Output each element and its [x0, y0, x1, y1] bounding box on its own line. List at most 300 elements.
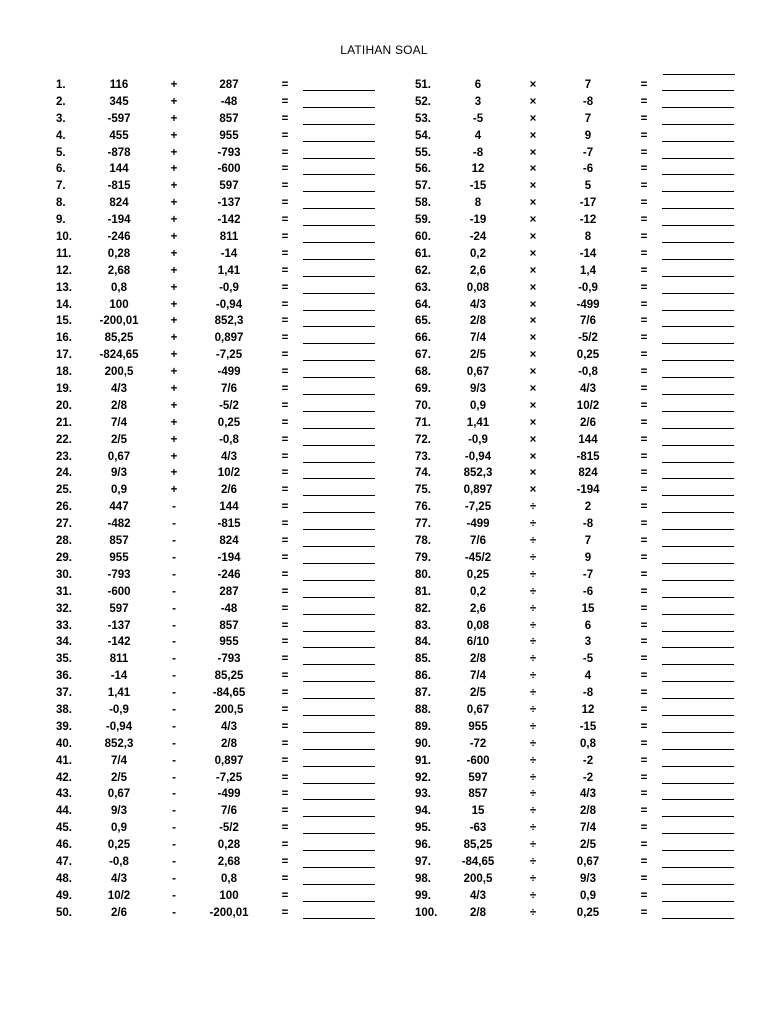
operator: +	[170, 349, 178, 362]
equals-sign: =	[281, 129, 289, 142]
equals-sign: =	[281, 889, 289, 902]
problem-number: 57.	[415, 180, 431, 193]
answer-blank[interactable]	[662, 651, 734, 665]
problem-row	[56, 364, 396, 381]
operand-b: 0,9	[580, 889, 596, 902]
problem-number: 27.	[56, 518, 72, 531]
equals-sign: =	[281, 332, 289, 345]
operator: +	[170, 180, 178, 193]
operator: +	[170, 79, 178, 91]
answer-blank[interactable]	[662, 212, 734, 226]
answer-blank[interactable]	[303, 229, 375, 243]
operator: ÷	[529, 518, 537, 531]
answer-blank[interactable]	[662, 145, 734, 159]
operand-a: 10/2	[107, 889, 131, 902]
answer-blank[interactable]	[662, 415, 734, 429]
operator: ×	[529, 484, 537, 497]
equals-sign: =	[640, 298, 648, 311]
answer-blank[interactable]	[303, 364, 375, 378]
problem-number: 83.	[415, 619, 431, 632]
problem-number: 21.	[56, 416, 72, 429]
equals-sign: =	[281, 484, 289, 497]
operand-a: 0,08	[466, 619, 490, 632]
answer-blank[interactable]	[662, 77, 734, 91]
problem-row	[415, 516, 755, 533]
operator: -	[172, 585, 176, 598]
equals-sign: =	[281, 501, 289, 514]
equals-sign: =	[640, 619, 648, 632]
answer-blank[interactable]	[662, 803, 734, 817]
problem-row	[415, 685, 755, 702]
operand-a: -194	[107, 214, 131, 227]
answer-blank[interactable]	[662, 634, 734, 648]
answer-blank[interactable]	[303, 550, 375, 564]
answer-blank[interactable]	[303, 297, 375, 311]
answer-blank[interactable]	[662, 364, 734, 378]
answer-blank[interactable]	[303, 786, 375, 800]
answer-blank[interactable]	[303, 516, 375, 530]
operand-a: -72	[469, 737, 487, 750]
operand-b: -12	[579, 214, 597, 227]
equals-sign: =	[281, 112, 289, 125]
equals-sign: =	[640, 95, 648, 108]
operand-a: 2/8	[470, 315, 486, 328]
operand-a: 0,8	[111, 281, 127, 294]
answer-blank[interactable]	[662, 381, 734, 395]
answer-blank[interactable]	[303, 803, 375, 817]
operator: -	[172, 703, 176, 716]
answer-blank[interactable]	[303, 145, 375, 159]
problem-number: 78.	[415, 535, 431, 548]
equals-sign: =	[281, 906, 289, 919]
problem-number: 24.	[56, 467, 72, 480]
operand-a: 7/6	[470, 535, 486, 548]
answer-blank[interactable]	[303, 432, 375, 446]
answer-blank[interactable]	[662, 398, 734, 412]
answer-blank[interactable]	[662, 195, 734, 209]
problem-number: 45.	[56, 822, 72, 835]
answer-blank[interactable]	[662, 347, 734, 361]
operator: ÷	[529, 855, 537, 868]
answer-blank[interactable]	[303, 449, 375, 463]
answer-blank[interactable]	[662, 584, 734, 598]
answer-blank[interactable]	[662, 263, 734, 277]
equals-sign: =	[281, 163, 289, 176]
operand-b: 6	[584, 619, 592, 632]
operand-a: -45/2	[464, 551, 492, 564]
operand-b: 0,25	[576, 906, 600, 919]
operand-b: 1,41	[217, 264, 241, 277]
answer-blank[interactable]	[303, 634, 375, 648]
equals-sign: =	[281, 518, 289, 531]
operand-b: -499	[576, 298, 600, 311]
problem-number: 64.	[415, 298, 431, 311]
equals-sign: =	[640, 687, 648, 700]
answer-blank[interactable]	[303, 618, 375, 632]
operand-b: 4/3	[580, 788, 596, 801]
answer-blank[interactable]	[662, 432, 734, 446]
operand-b: 144	[578, 433, 598, 446]
operand-b: 955	[219, 636, 239, 649]
problem-row	[415, 584, 755, 601]
answer-blank[interactable]	[662, 719, 734, 733]
problem-row	[56, 736, 396, 753]
equals-sign: =	[281, 264, 289, 277]
answer-blank[interactable]	[662, 702, 734, 716]
problem-row	[415, 482, 755, 499]
answer-blank[interactable]	[303, 499, 375, 513]
answer-blank[interactable]	[662, 770, 734, 784]
answer-blank[interactable]	[662, 449, 734, 463]
operand-b: -14	[220, 247, 238, 260]
operand-a: 0,67	[466, 703, 490, 716]
problem-number: 74.	[415, 467, 431, 480]
equals-sign: =	[281, 433, 289, 446]
equals-sign: =	[640, 450, 648, 463]
operator: ÷	[529, 872, 537, 885]
operator: -	[172, 855, 176, 868]
problem-number: 14.	[56, 298, 72, 311]
answer-blank[interactable]	[662, 482, 734, 496]
operand-b: 12	[581, 703, 595, 716]
operand-b: 7/4	[580, 822, 596, 835]
operand-a: 852,3	[463, 467, 493, 480]
problem-row	[415, 347, 755, 364]
operand-b: -0,9	[578, 281, 598, 294]
answer-blank[interactable]	[303, 668, 375, 682]
problem-row	[415, 364, 755, 381]
operand-b: -194	[217, 551, 241, 564]
equals-sign: =	[281, 771, 289, 784]
equals-sign: =	[640, 568, 648, 581]
operand-b: -48	[220, 95, 238, 108]
operand-a: -19	[469, 214, 487, 227]
answer-blank[interactable]	[662, 837, 734, 851]
operand-a: -5	[472, 112, 484, 125]
answer-blank[interactable]	[303, 415, 375, 429]
operand-b: -6	[582, 163, 594, 176]
operand-a: 597	[109, 602, 129, 615]
operand-a: 4	[474, 129, 482, 142]
problem-number: 26.	[56, 501, 72, 514]
problem-row	[56, 634, 396, 651]
problem-number: 29.	[56, 551, 72, 564]
answer-blank[interactable]	[303, 246, 375, 260]
problem-row	[415, 854, 755, 871]
equals-sign: =	[640, 433, 648, 446]
answer-blank[interactable]	[303, 651, 375, 665]
problem-number: 9.	[56, 214, 66, 227]
answer-blank[interactable]	[303, 685, 375, 699]
operand-b: 0,25	[217, 416, 241, 429]
operand-b: 200,5	[214, 703, 244, 716]
operator: ×	[529, 163, 537, 176]
operand-a: 4/3	[470, 298, 486, 311]
operand-b: 3	[584, 636, 592, 649]
operator: +	[170, 383, 178, 396]
problem-row	[56, 786, 396, 803]
operator: +	[170, 433, 178, 446]
answer-blank[interactable]	[303, 161, 375, 175]
equals-sign: =	[281, 720, 289, 733]
answer-blank[interactable]	[662, 246, 734, 260]
answer-blank[interactable]	[662, 567, 734, 581]
operand-a: 2/5	[470, 349, 486, 362]
answer-blank[interactable]	[662, 516, 734, 530]
answer-blank[interactable]	[303, 212, 375, 226]
answer-blank[interactable]	[662, 280, 734, 294]
problem-number: 4.	[56, 129, 66, 142]
problem-number: 63.	[415, 281, 431, 294]
operand-b: 2/6	[221, 484, 237, 497]
problem-number: 79.	[415, 551, 431, 564]
answer-blank[interactable]	[303, 888, 375, 902]
answer-blank[interactable]	[303, 837, 375, 851]
equals-sign: =	[640, 264, 648, 277]
operand-b: 824	[219, 535, 239, 548]
problem-row	[56, 618, 396, 635]
operator: +	[170, 214, 178, 227]
answer-blank[interactable]	[303, 871, 375, 885]
operator: ×	[529, 281, 537, 294]
problem-number: 52.	[415, 95, 431, 108]
answer-blank[interactable]	[303, 736, 375, 750]
operand-b: 2/8	[580, 805, 596, 818]
problem-number: 81.	[415, 585, 431, 598]
operand-b: -7	[582, 568, 594, 581]
answer-blank[interactable]	[662, 601, 734, 615]
equals-sign: =	[640, 79, 648, 91]
operator: ÷	[529, 636, 537, 649]
answer-blank[interactable]	[662, 668, 734, 682]
operand-a: 2/8	[111, 399, 127, 412]
equals-sign: =	[640, 366, 648, 379]
answer-blank[interactable]	[303, 567, 375, 581]
operator: -	[172, 602, 176, 615]
operand-b: -793	[217, 653, 241, 666]
answer-blank[interactable]	[303, 263, 375, 277]
operand-a: 2/8	[470, 653, 486, 666]
equals-sign: =	[281, 687, 289, 700]
problem-number: 77.	[415, 518, 431, 531]
operand-a: 6	[474, 79, 482, 91]
answer-blank[interactable]	[662, 786, 734, 800]
problem-row	[415, 94, 755, 111]
problem-number: 6.	[56, 163, 66, 176]
problem-number: 50.	[56, 906, 72, 919]
problem-row	[56, 854, 396, 871]
operator: +	[170, 484, 178, 497]
operand-a: 857	[468, 788, 488, 801]
problem-row	[56, 871, 396, 888]
problem-row	[415, 330, 755, 347]
problem-number: 12.	[56, 264, 72, 277]
answer-blank[interactable]	[662, 753, 734, 767]
answer-blank[interactable]	[662, 905, 734, 919]
operator: ×	[529, 180, 537, 193]
equals-sign: =	[281, 180, 289, 193]
operand-a: 955	[109, 551, 129, 564]
operator: ÷	[529, 771, 537, 784]
operand-a: -200,01	[99, 315, 139, 328]
answer-blank[interactable]	[662, 313, 734, 327]
answer-blank[interactable]	[662, 161, 734, 175]
answer-blank[interactable]	[303, 178, 375, 192]
operator: -	[172, 619, 176, 632]
equals-sign: =	[281, 585, 289, 598]
answer-blank[interactable]	[303, 702, 375, 716]
problem-row	[56, 94, 396, 111]
answer-blank[interactable]	[303, 195, 375, 209]
answer-blank[interactable]	[303, 820, 375, 834]
operator: ÷	[529, 754, 537, 767]
problem-number: 72.	[415, 433, 431, 446]
answer-blank[interactable]	[303, 313, 375, 327]
equals-sign: =	[640, 315, 648, 328]
operand-a: 2,68	[107, 264, 131, 277]
operator: ÷	[529, 585, 537, 598]
problem-number: 31.	[56, 585, 72, 598]
operator: ×	[529, 433, 537, 446]
operator: +	[170, 146, 178, 159]
operand-b: 9	[584, 129, 592, 142]
answer-blank[interactable]	[303, 347, 375, 361]
answer-blank[interactable]	[662, 871, 734, 885]
answer-blank[interactable]	[303, 482, 375, 496]
equals-sign: =	[281, 95, 289, 108]
operand-a: 597	[468, 771, 488, 784]
answer-blank[interactable]	[303, 381, 375, 395]
operand-b: 100	[219, 889, 239, 902]
answer-blank[interactable]	[662, 94, 734, 108]
problem-number: 92.	[415, 771, 431, 784]
problem-number: 48.	[56, 872, 72, 885]
problem-number: 38.	[56, 703, 72, 716]
problem-row	[56, 550, 396, 567]
problem-number: 32.	[56, 602, 72, 615]
answer-blank[interactable]	[303, 465, 375, 479]
problem-number: 58.	[415, 197, 431, 210]
operand-a: 2,6	[470, 264, 486, 277]
problem-row	[56, 905, 396, 922]
problem-row	[56, 145, 396, 162]
problem-row	[56, 516, 396, 533]
operator: ×	[529, 231, 537, 244]
operator: ÷	[529, 822, 537, 835]
answer-blank[interactable]	[662, 111, 734, 125]
answer-blank[interactable]	[662, 854, 734, 868]
answer-blank[interactable]	[662, 465, 734, 479]
equals-sign: =	[281, 754, 289, 767]
answer-blank[interactable]	[303, 770, 375, 784]
operator: ÷	[529, 602, 537, 615]
problem-row	[415, 803, 755, 820]
equals-sign: =	[640, 754, 648, 767]
operator: -	[172, 788, 176, 801]
answer-blank[interactable]	[303, 905, 375, 919]
answer-blank[interactable]	[662, 820, 734, 834]
equals-sign: =	[640, 805, 648, 818]
operand-b: -0,94	[215, 298, 243, 311]
operand-b: 0,8	[580, 737, 596, 750]
operand-a: -8	[472, 146, 484, 159]
operand-b: -0,8	[219, 433, 239, 446]
answer-blank[interactable]	[303, 719, 375, 733]
answer-blank[interactable]	[662, 736, 734, 750]
answer-blank[interactable]	[662, 499, 734, 513]
answer-blank[interactable]	[303, 77, 375, 91]
answer-blank[interactable]	[662, 297, 734, 311]
operator: +	[170, 264, 178, 277]
operator: ÷	[529, 551, 537, 564]
answer-blank[interactable]	[303, 584, 375, 598]
equals-sign: =	[640, 383, 648, 396]
problem-number: 86.	[415, 670, 431, 683]
answer-blank[interactable]	[662, 533, 734, 547]
answer-blank[interactable]	[303, 111, 375, 125]
operand-b: 15	[581, 602, 595, 615]
operator: ×	[529, 399, 537, 412]
answer-blank[interactable]	[303, 280, 375, 294]
problem-row	[415, 381, 755, 398]
problem-row	[415, 719, 755, 736]
answer-blank[interactable]	[662, 229, 734, 243]
problem-number: 96.	[415, 839, 431, 852]
operator: ÷	[529, 687, 537, 700]
operand-a: 852,3	[104, 737, 134, 750]
operator: -	[172, 687, 176, 700]
equals-sign: =	[640, 889, 648, 902]
answer-blank[interactable]	[303, 601, 375, 615]
operand-b: -6	[582, 585, 594, 598]
operand-a: 7/4	[470, 332, 486, 345]
answer-blank[interactable]	[303, 398, 375, 412]
answer-blank[interactable]	[303, 330, 375, 344]
problem-number: 99.	[415, 889, 431, 902]
equals-sign: =	[281, 146, 289, 159]
operand-b: 4/3	[580, 383, 596, 396]
operand-a: 9/3	[111, 467, 127, 480]
problem-number: 41.	[56, 754, 72, 767]
answer-blank[interactable]	[662, 888, 734, 902]
operand-b: 4/3	[221, 450, 237, 463]
problem-number: 80.	[415, 568, 431, 581]
answer-blank[interactable]	[303, 753, 375, 767]
answer-blank[interactable]	[303, 94, 375, 108]
equals-sign: =	[640, 332, 648, 345]
problem-row	[415, 263, 755, 280]
operand-b: -0,8	[578, 366, 598, 379]
operator: +	[170, 95, 178, 108]
answer-blank[interactable]	[662, 618, 734, 632]
operand-b: 10/2	[576, 399, 600, 412]
problem-number: 46.	[56, 839, 72, 852]
problem-row	[415, 618, 755, 635]
answer-blank[interactable]	[303, 533, 375, 547]
problem-number: 73.	[415, 450, 431, 463]
answer-blank[interactable]	[662, 330, 734, 344]
answer-blank[interactable]	[662, 128, 734, 142]
answer-blank[interactable]	[662, 178, 734, 192]
operator: ×	[529, 129, 537, 142]
answer-blank[interactable]	[662, 685, 734, 699]
answer-blank[interactable]	[303, 128, 375, 142]
problem-number: 59.	[415, 214, 431, 227]
answer-blank[interactable]	[303, 854, 375, 868]
answer-blank[interactable]	[662, 550, 734, 564]
equals-sign: =	[640, 129, 648, 142]
problem-row	[56, 482, 396, 499]
